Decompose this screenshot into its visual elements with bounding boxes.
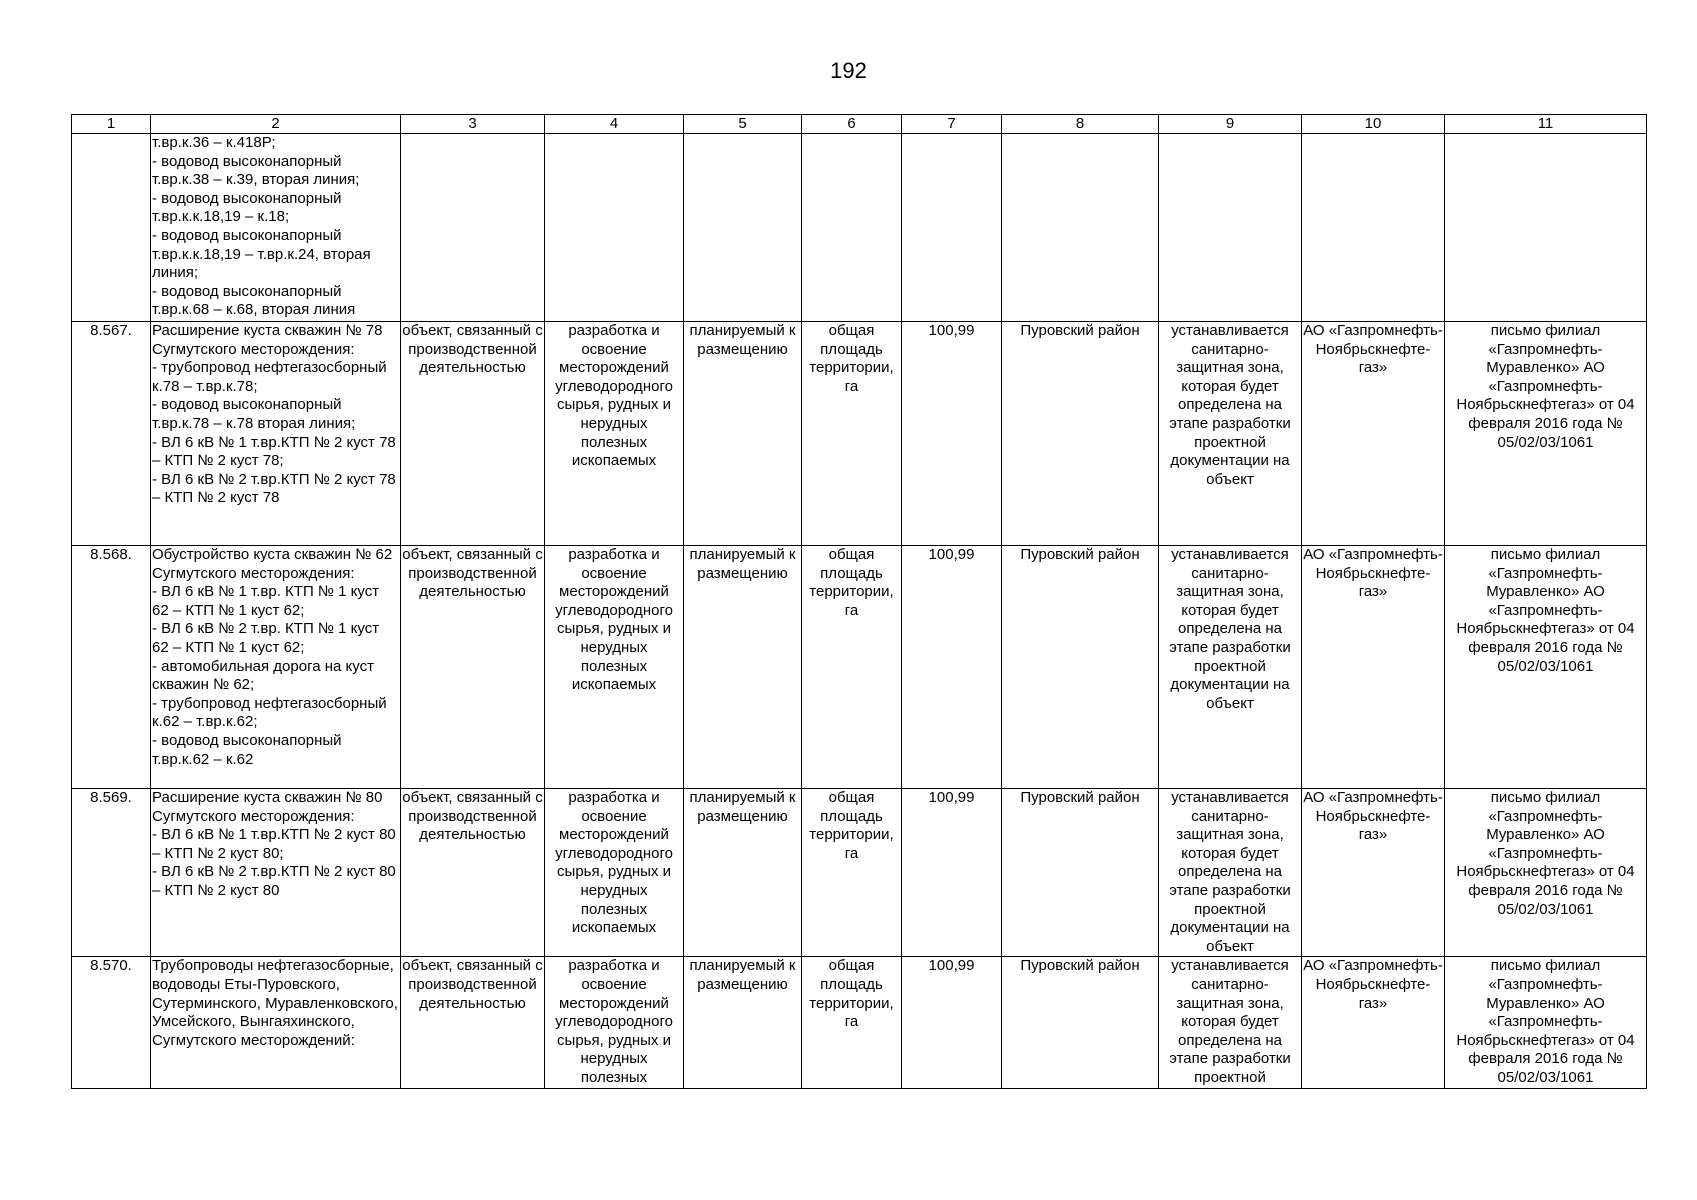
object-zone: устанавливается санитарно-защитная зона, которая будет определена на этапе разработки проектной документации на объект [1159, 322, 1302, 546]
object-name: т.вр.к.36 – к.418Р; - водовод высоконапорный т.вр.к.38 – к.39, вторая линия; - водовод высоконапорный т.вр.к.к.18,19 – к.18; - водовод высоконапорный т.вр.к.к.18,19 – т.вр.к.24, вторая линия; - водовод высоконапорный т.вр.к.68 – к.68, вторая линия [151, 134, 401, 322]
object-zone: устанавливается санитарно-защитная зона, которая будет определена на этапе разработки проектной документации на объект [1159, 789, 1302, 957]
object-owner: АО «Газпромнефть-Ноябрьскнефте-газ» [1302, 789, 1445, 957]
object-basis: письмо филиал «Газпромнефть-Муравленко» АО «Газпромнефть-Ноябрьскнефтегаз» от 04 февраля 2016 года № 05/02/03/1061 [1445, 789, 1647, 957]
object-basis [1445, 134, 1647, 322]
column-header: 9 [1159, 115, 1302, 134]
object-purpose [401, 134, 545, 322]
object-zone: устанавливается санитарно-защитная зона, которая будет определена на этапе разработки проектной документации на объект [1159, 546, 1302, 789]
object-name: Трубопроводы нефтегазосборные, водоводы Еты-Пуровского, Сутерминского, Муравленковского, Умсейского, Вынгаяхинского, Сугмутского месторождений: [151, 957, 401, 1088]
object-location: Пуровский район [1002, 957, 1159, 1088]
object-activity: разработка и освоение месторождений углеводородного сырья, рудных и нерудных полезных ископаемых [545, 546, 684, 789]
object-basis: письмо филиал «Газпромнефть-Муравленко» АО «Газпромнефть-Ноябрьскнефтегаз» от 04 февраля 2016 года № 05/02/03/1061 [1445, 957, 1647, 1088]
column-header: 6 [802, 115, 902, 134]
column-header: 5 [684, 115, 802, 134]
header-row [72, 115, 1647, 134]
table-row [72, 546, 1647, 789]
object-activity: разработка и освоение месторождений углеводородного сырья, рудных и нерудных полезных ископаемых [545, 789, 684, 957]
column-header: 2 [151, 115, 401, 134]
row-number: 8.570. [72, 957, 151, 1088]
column-header: 11 [1445, 115, 1647, 134]
object-owner: АО «Газпромнефть-Ноябрьскнефте-газ» [1302, 957, 1445, 1088]
object-value: 100,99 [902, 957, 1002, 1088]
row-number: 8.569. [72, 789, 151, 957]
object-status: планируемый к размещению [684, 322, 802, 546]
object-purpose: объект, связанный с производственной деятельностью [401, 789, 545, 957]
object-basis: письмо филиал «Газпромнефть-Муравленко» АО «Газпромнефть-Ноябрьскнефтегаз» от 04 февраля 2016 года № 05/02/03/1061 [1445, 546, 1647, 789]
column-header: 3 [401, 115, 545, 134]
object-value: 100,99 [902, 322, 1002, 546]
object-name: Расширение куста скважин № 80 Сугмутского месторождения: - ВЛ 6 кВ № 1 т.вр.КТП № 2 куст 80 – КТП № 2 куст 80; - ВЛ 6 кВ № 2 т.вр.КТП № 2 куст 80 – КТП № 2 куст 80 [151, 789, 401, 957]
row-number: 8.568. [72, 546, 151, 789]
object-status: планируемый к размещению [684, 546, 802, 789]
object-name: Обустройство куста скважин № 62 Сугмутского месторождения: - ВЛ 6 кВ № 1 т.вр. КТП № 1 куст 62 – КТП № 1 куст 62; - ВЛ 6 кВ № 2 т.вр. КТП № 1 куст 62 – КТП № 1 куст 62; - автомобильная дорога на куст скважин № 62; - трубопровод нефтегазосборный к.62 – т.вр.к.62; - водовод высоконапорный т.вр.к.62 – к.62 [151, 546, 401, 789]
column-header: 4 [545, 115, 684, 134]
object-value: 100,99 [902, 789, 1002, 957]
object-location [1002, 134, 1159, 322]
object-purpose: объект, связанный с производственной деятельностью [401, 957, 545, 1088]
object-status: планируемый к размещению [684, 789, 802, 957]
object-location: Пуровский район [1002, 322, 1159, 546]
object-parameter [802, 134, 902, 322]
object-location: Пуровский район [1002, 789, 1159, 957]
row-number [72, 134, 151, 322]
table-row [72, 134, 1647, 322]
object-zone: устанавливается санитарно-защитная зона, которая будет определена на этапе разработки проектной [1159, 957, 1302, 1088]
object-parameter: общая площадь территории, га [802, 957, 902, 1088]
object-location: Пуровский район [1002, 546, 1159, 789]
table-row [72, 789, 1647, 957]
column-header: 10 [1302, 115, 1445, 134]
column-header: 1 [72, 115, 151, 134]
column-header: 8 [1002, 115, 1159, 134]
column-header: 7 [902, 115, 1002, 134]
object-zone [1159, 134, 1302, 322]
object-parameter: общая площадь территории, га [802, 789, 902, 957]
object-activity: разработка и освоение месторождений углеводородного сырья, рудных и нерудных полезных [545, 957, 684, 1088]
page-number: 192 [830, 58, 867, 83]
table-row [72, 957, 1647, 1088]
object-owner: АО «Газпромнефть-Ноябрьскнефте-газ» [1302, 322, 1445, 546]
object-status: планируемый к размещению [684, 957, 802, 1088]
object-parameter: общая площадь территории, га [802, 546, 902, 789]
object-purpose: объект, связанный с производственной деятельностью [401, 322, 545, 546]
object-name: Расширение куста скважин № 78 Сугмутского месторождения: - трубопровод нефтегазосборный к.78 – т.вр.к.78; - водовод высоконапорный т.вр.к.78 – к.78 вторая линия; - ВЛ 6 кВ № 1 т.вр.КТП № 2 куст 78 – КТП № 2 куст 78; - ВЛ 6 кВ № 2 т.вр.КТП № 2 куст 78 – КТП № 2 куст 78 [151, 322, 401, 546]
row-number: 8.567. [72, 322, 151, 546]
object-purpose: объект, связанный с производственной деятельностью [401, 546, 545, 789]
object-value [902, 134, 1002, 322]
object-owner: АО «Газпромнефть-Ноябрьскнефте-газ» [1302, 546, 1445, 789]
object-owner [1302, 134, 1445, 322]
object-value: 100,99 [902, 546, 1002, 789]
object-activity [545, 134, 684, 322]
registry-table [71, 114, 1647, 1089]
object-parameter: общая площадь территории, га [802, 322, 902, 546]
object-activity: разработка и освоение месторождений углеводородного сырья, рудных и нерудных полезных ископаемых [545, 322, 684, 546]
table-row [72, 322, 1647, 546]
object-basis: письмо филиал «Газпромнефть-Муравленко» АО «Газпромнефть-Ноябрьскнефтегаз» от 04 февраля 2016 года № 05/02/03/1061 [1445, 322, 1647, 546]
object-status [684, 134, 802, 322]
